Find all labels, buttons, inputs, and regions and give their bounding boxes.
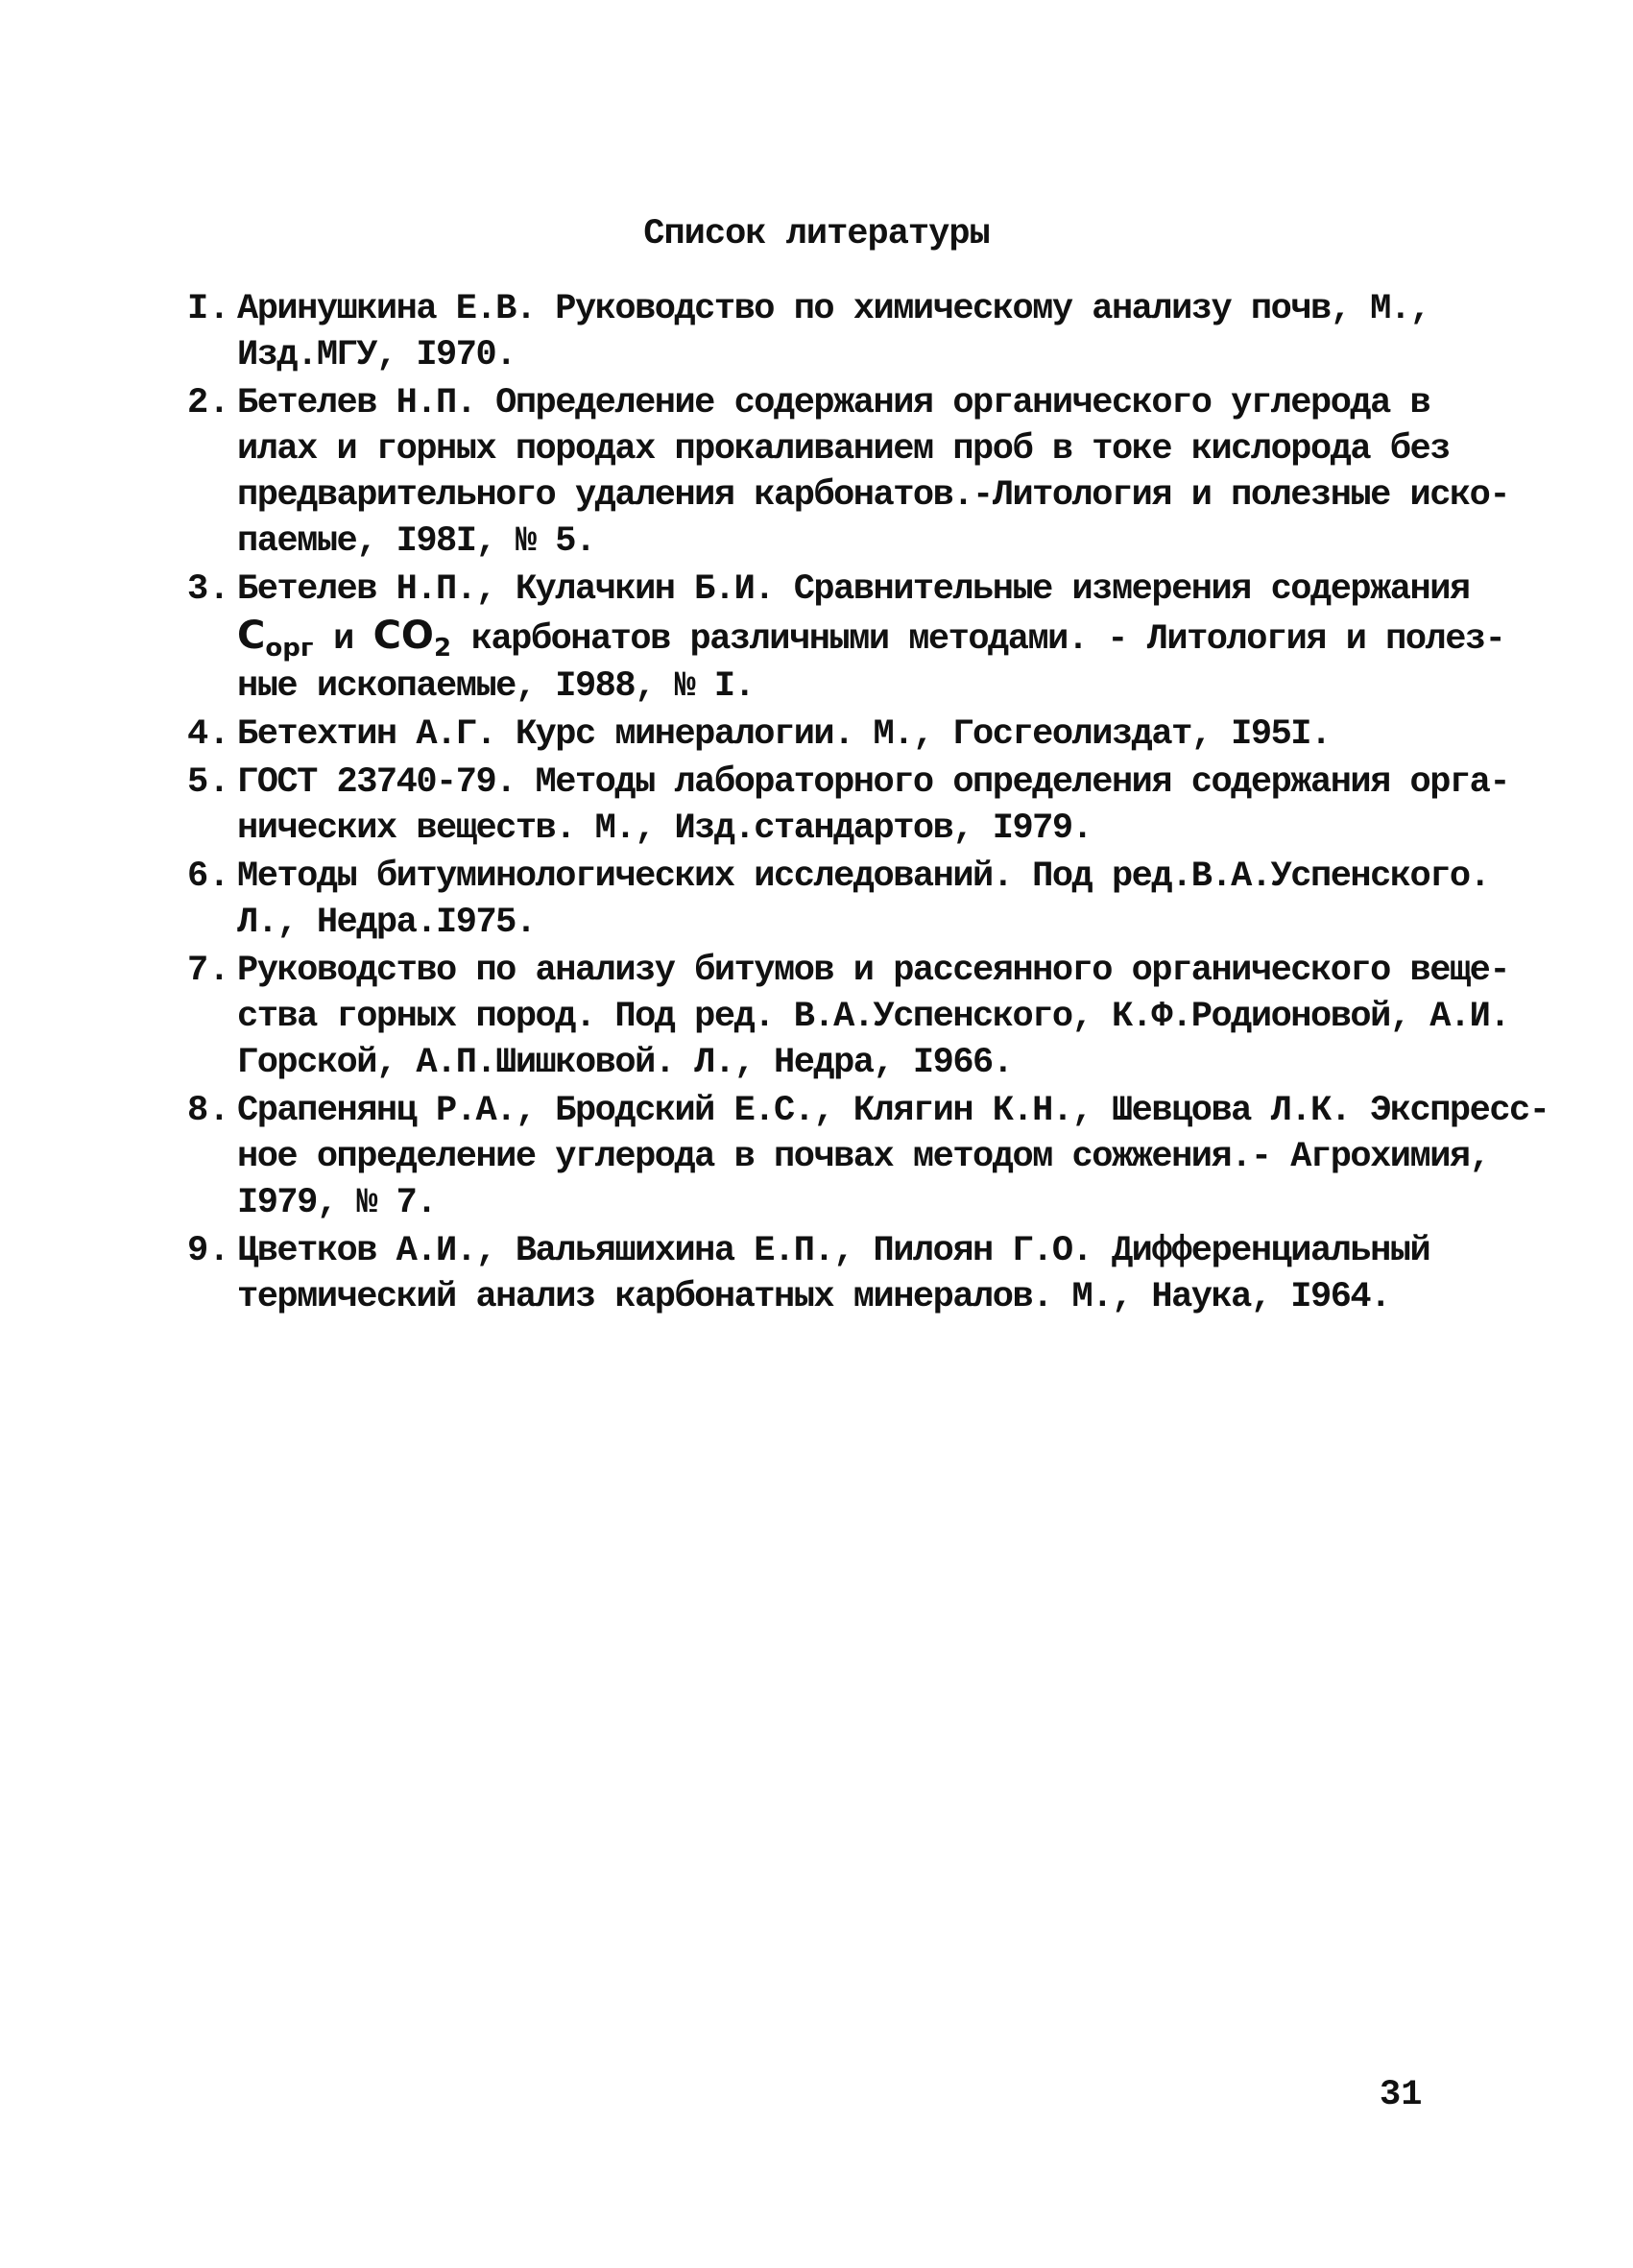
reference-item-6	[187, 854, 1490, 946]
reference-item-1	[187, 286, 1474, 378]
reference-line-with-formula	[237, 613, 1505, 664]
reference-item-4	[187, 712, 1474, 758]
reference-line: термический анализ карбонатных минералов. М., Наука, I964.	[237, 1277, 1390, 1317]
reference-line-text: карбонатов различными методами. - Литология и полез-	[470, 619, 1505, 660]
reference-line: Бетехтин А.Г. Курс минералогии. М., Госгеолиздат, I95I.	[237, 714, 1331, 755]
reference-number: 3.	[187, 569, 230, 610]
reference-line: паемые, I98I, № 5.	[237, 521, 595, 562]
page-number: 31	[1380, 2075, 1423, 2115]
reference-item-2	[187, 380, 1510, 565]
reference-line: нических веществ. М., Изд.стандартов, I979.	[237, 808, 1093, 849]
reference-number: 6.	[187, 857, 230, 897]
page-title: Список литературы	[643, 214, 990, 254]
reference-line: ства горных пород. Под ред. В.А.Успенского, К.Ф.Родионовой, А.И.	[237, 997, 1510, 1037]
conjunction: и	[333, 619, 353, 660]
carbon-subscript: орг	[265, 634, 314, 663]
reference-item-3	[187, 567, 1505, 710]
reference-number: I.	[187, 289, 230, 329]
reference-number: 4.	[187, 714, 230, 755]
reference-line: Методы битуминологических исследований. Под ред.В.А.Успенского.	[237, 857, 1490, 897]
reference-line: ное определение углерода в почвах методом сожжения.- Агрохимия,	[237, 1137, 1490, 1177]
carbon-symbol: C	[237, 614, 266, 658]
reference-number: 2.	[187, 383, 230, 423]
reference-line: илах и горных породах прокаливанием проб в токе кислорода без	[237, 429, 1450, 470]
carbon-dioxide-formula	[372, 614, 452, 663]
reference-item-9	[187, 1228, 1474, 1320]
reference-number: 9.	[187, 1231, 230, 1271]
reference-line: предварительного удаления карбонатов.-Литология и полезные иско-	[237, 475, 1510, 516]
reference-line: Л., Недра.I975.	[237, 903, 536, 943]
reference-item-5	[187, 760, 1510, 852]
reference-line: I979, № 7.	[237, 1183, 437, 1223]
reference-line: Срапенянц Р.А., Бродский Е.С., Клягин К.Н., Шевцова Л.К. Экспресс-	[237, 1091, 1549, 1131]
reference-item-7	[187, 948, 1510, 1086]
reference-line: ные ископаемые, I988, № I.	[237, 666, 755, 707]
reference-number: 8.	[187, 1091, 230, 1131]
reference-number: 7.	[187, 951, 230, 991]
reference-list	[187, 286, 1549, 1322]
carbon-organic-formula	[237, 614, 314, 663]
reference-line: Руководство по анализу битумов и рассеянного органического веще-	[237, 951, 1510, 991]
reference-line: Горской, А.П.Шишковой. Л., Недра, I966.	[237, 1043, 1013, 1083]
reference-line: Цветков А.И., Вальяшихина Е.П., Пилоян Г.О. Дифференциальный	[237, 1231, 1430, 1271]
reference-line: Бетелев Н.П. Определение содержания органического углерода в	[237, 383, 1430, 423]
reference-line: Бетелев Н.П., Кулачкин Б.И. Сравнительные измерения содержания	[237, 569, 1470, 610]
reference-item-8	[187, 1088, 1549, 1226]
reference-number: 5.	[187, 762, 230, 803]
reference-line: ГОСТ 23740-79. Методы лабораторного определения содержания орга-	[237, 762, 1510, 803]
reference-line: Изд.МГУ, I970.	[237, 335, 516, 375]
reference-line: Аринушкина Е.В. Руководство по химическому анализу почв, М.,	[237, 289, 1430, 329]
co-subscript: 2	[433, 634, 452, 663]
co-symbol: CO	[372, 614, 434, 658]
